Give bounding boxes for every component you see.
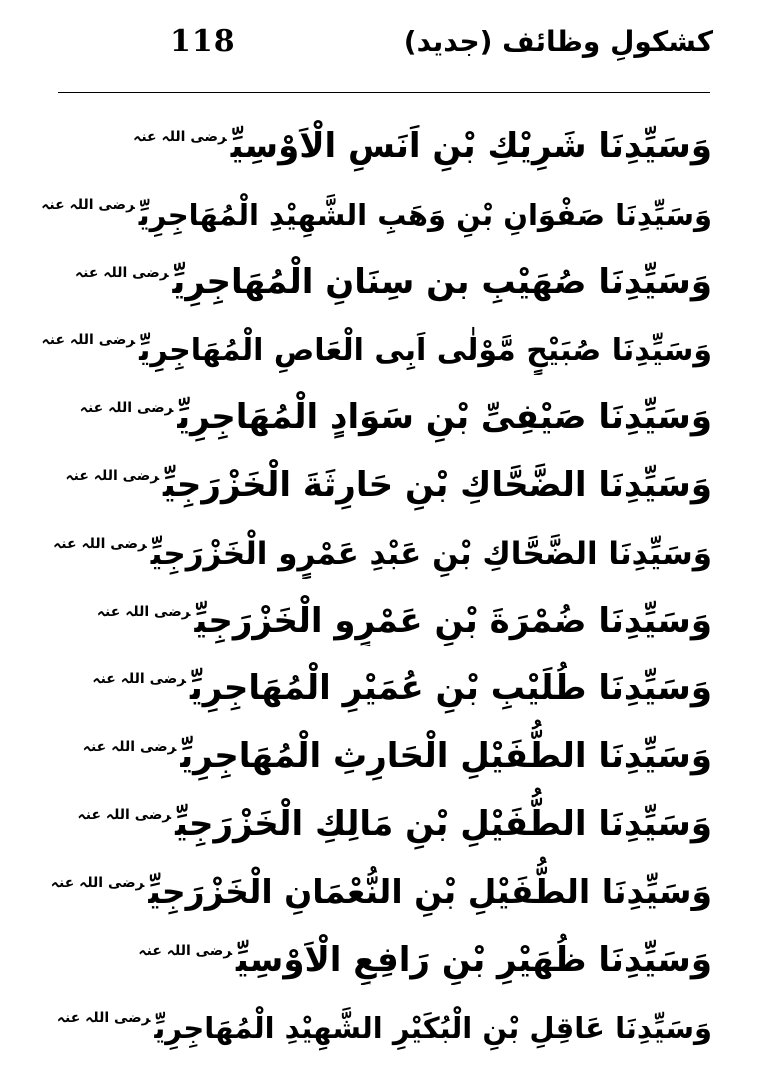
text-line bbox=[40, 443, 712, 511]
text-line bbox=[40, 579, 712, 647]
text-lines bbox=[40, 104, 712, 1053]
line-text: وَسَیِّدِنَا صَفْوَانِ بْنِ وَھَبِ الشَّھِیْدِ الْمُھَاجِرِیِّ bbox=[138, 197, 712, 232]
text-line bbox=[40, 172, 712, 240]
page-number: 118 bbox=[170, 24, 236, 59]
text-line bbox=[40, 850, 712, 918]
page-header bbox=[0, 0, 769, 90]
honorific-mark: رضی اللہ عنہ bbox=[50, 874, 145, 891]
honorific-mark: رضی اللہ عنہ bbox=[82, 739, 177, 756]
honorific-mark: رضی اللہ عنہ bbox=[65, 467, 160, 484]
text-line bbox=[40, 918, 712, 986]
line-text: وَسَیِّدِنَا صُبَیْحٍ مَّوْلٰی اَبِی الْعَاصِ الْمُھَاجِرِیِّ bbox=[139, 333, 712, 369]
honorific-mark: رضی اللہ عنہ bbox=[92, 671, 186, 688]
honorific-mark: رضی اللہ عنہ bbox=[79, 400, 174, 417]
honorific-mark: رضی اللہ عنہ bbox=[41, 196, 135, 213]
line-text: وَسَیِّدِنَا الطُّفَیْلِ بْنِ النُّعْمَانِ الْخَزْرَجِیِّ bbox=[148, 871, 712, 911]
text-line bbox=[40, 714, 712, 782]
text-line bbox=[40, 240, 712, 308]
honorific-mark: رضی اللہ عنہ bbox=[138, 942, 233, 959]
honorific-mark: رضی اللہ عنہ bbox=[53, 535, 147, 552]
honorific-mark: رضی اللہ عنہ bbox=[74, 264, 169, 281]
text-line bbox=[40, 646, 712, 714]
line-text: وَسَیِّدِنَا شَرِیْكِ بْنِ اَنَسِ الْاَوْسِیِّ bbox=[230, 126, 712, 166]
honorific-mark: رضی اللہ عنہ bbox=[56, 1010, 151, 1027]
line-text: وَسَیِّدِنَا الطُّفَیْلِ بْنِ مَالِكِ الْخَزْرَجِیِّ bbox=[175, 803, 712, 844]
line-text: وَسَیِّدِنَا الضَّحَّاكِ بْنِ حَارِثَةَ الْخَزْرَجِیِّ bbox=[163, 464, 712, 505]
line-text: وَسَیِّدِنَا عَاقِلِ بْنِ الْبُکَیْرِ الشَّھِیْدِ الْمُھَاجِرِیِّ bbox=[154, 1011, 712, 1046]
line-text: وَسَیِّدِنَا ظُھَیْرِ بْنِ رَافِعٍ الْاَوْسِیِّ bbox=[236, 939, 712, 980]
header-divider bbox=[58, 92, 710, 93]
text-line bbox=[40, 985, 712, 1053]
line-text: وَسَیِّدِنَا طُلَیْبِ بْنِ عُمَیْرِ الْمُھَاجِرِیِّ bbox=[189, 668, 712, 709]
line-text: وَسَیِّدِنَا ضُمْرَةَ بْنِ عَمْرٍو الْخَزْرَجِیِّ bbox=[194, 600, 712, 641]
text-line bbox=[40, 375, 712, 443]
line-text: وَسَیِّدِنَا الطُّفَیْلِ الْحَارِثِ الْمُھَاجِرِیِّ bbox=[180, 736, 712, 777]
line-text: وَسَیِّدِنَا صَیْفِیِّ بْنِ سَوَادٍ الْمُھَاجِرِیِّ bbox=[177, 397, 712, 438]
text-line bbox=[40, 511, 712, 579]
text-line bbox=[40, 307, 712, 375]
line-text: وَسَیِّدِنَا الضَّحَّاكِ بْنِ عَبْدِ عَمْرٍو الْخَزْرَجِیِّ bbox=[150, 535, 712, 572]
book-title: کشکولِ وظائف (جدید) bbox=[403, 25, 713, 58]
text-line bbox=[40, 104, 712, 172]
line-text: وَسَیِّدِنَا صُھَیْبِ بن سِنَانِ الْمُھَاجِرِیِّ bbox=[172, 261, 712, 302]
honorific-mark: رضی اللہ عنہ bbox=[133, 129, 227, 145]
honorific-mark: رضی اللہ عنہ bbox=[77, 806, 172, 823]
honorific-mark: رضی اللہ عنہ bbox=[41, 332, 136, 349]
text-line bbox=[40, 782, 712, 850]
honorific-mark: رضی اللہ عنہ bbox=[96, 603, 191, 620]
